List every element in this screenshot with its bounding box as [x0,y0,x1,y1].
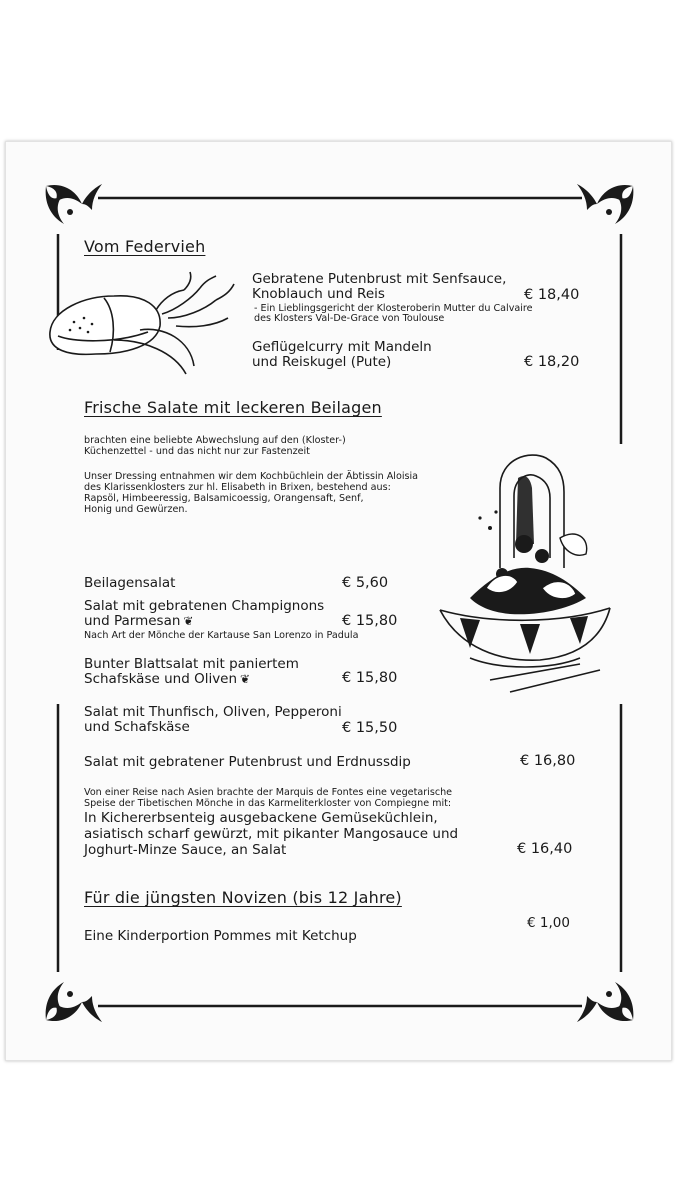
price-thunfisch: € 15,50 [342,720,398,736]
section-heading-federvieh: Vom Federvieh [84,237,206,256]
menu-item-gemuesekuechlein-line2: asiatisch scharf gewürzt, mit pikanter Mangosauce und [84,826,459,842]
leaf-icon: ❦ [240,672,251,686]
price-beilagensalat: € 5,60 [342,575,389,591]
menu-item-blattsalat-line1: Bunter Blattsalat mit paniertem [84,656,299,672]
dressing-text-1: Unser Dressing entnahmen wir dem Kochbüchlein der Äbtissin Aloisia [84,471,419,482]
price-blattsalat: € 15,80 [342,670,398,686]
menu-item-putenbrust-line2: Knoblauch und Reis [252,286,385,302]
section-heading-salate: Frische Salate mit leckeren Beilagen [84,398,382,417]
leaf-icon: ❦ [183,614,194,628]
note-putenbrust-2: des Klosters Val-De-Grace von Toulouse [254,313,445,324]
dressing-text-4: Honig und Gewürzen. [84,504,188,515]
menu-item-kinderportion: Eine Kinderportion Pommes mit Ketchup [84,928,357,944]
note-champignons: Nach Art der Mönche der Kartause San Lorenzo in Padula [84,630,359,641]
salate-intro-1: brachten eine beliebte Abwechslung auf den (Kloster-) [84,435,346,446]
menu-item-thunfisch-line1: Salat mit Thunfisch, Oliven, Pepperoni [84,704,342,720]
price-champignons: € 15,80 [342,613,398,629]
menu-item-blattsalat-line2-text: Schafskäse und Oliven [84,671,238,687]
menu-item-thunfisch-line2: und Schafskäse [84,719,190,735]
price-gefluegelcurry: € 18,20 [524,354,580,370]
note-putenbrust-1: - Ein Lieblingsgericht der Klosteroberin Mutter du Calvaire [254,303,533,314]
menu-item-gemuesekuechlein-line3: Joghurt-Minze Sauce, an Salat [84,842,287,858]
note-asien-1: Von einer Reise nach Asien brachte der Marquis de Fontes eine vegetarische [84,787,453,798]
menu-item-putenbrust-salat: Salat mit gebratener Putenbrust und Erdnussdip [84,754,411,770]
menu-item-putenbrust-line1: Gebratene Putenbrust mit Senfsauce, [252,271,507,287]
price-gemuesekuechlein: € 16,40 [517,841,573,857]
menu-item-blattsalat-line2 [84,672,250,687]
section-heading-novizen: Für die jüngsten Novizen (bis 12 Jahre) [84,888,402,907]
note-asien-2: Speise der Tibetischen Mönche in das Karmeliterkloster von Compiegne mit: [84,798,452,809]
salate-intro-2: Küchenzettel - und das nicht nur zur Fastenzeit [84,446,310,457]
menu-item-gefluegelcurry-line1: Geflügelcurry mit Mandeln [252,339,432,355]
salad-bowl-illustration [430,448,616,704]
bread-vegetables-illustration [44,270,244,380]
menu-item-champignons-line2 [84,614,193,629]
menu-item-champignons-line1: Salat mit gebratenen Champignons [84,598,325,614]
price-putenbrust: € 18,40 [524,287,580,303]
menu-item-gefluegelcurry-line2: und Reiskugel (Pute) [252,354,392,370]
price-putenbrust-salat: € 16,80 [520,753,576,769]
dressing-text-2: des Klarissenklosters zur hl. Elisabeth in Brixen, bestehend aus: [84,482,391,493]
dressing-text-3: Rapsöl, Himbeeressig, Balsamicoessig, Orangensaft, Senf, [84,493,364,504]
menu-item-beilagensalat: Beilagensalat [84,575,176,591]
menu-item-gemuesekuechlein-line1: In Kichererbsenteig ausgebackene Gemüseküchlein, [84,810,438,826]
menu-page [5,141,672,1061]
price-kinderportion: € 1,00 [527,915,570,931]
menu-item-champignons-line2-text: und Parmesan [84,613,181,629]
